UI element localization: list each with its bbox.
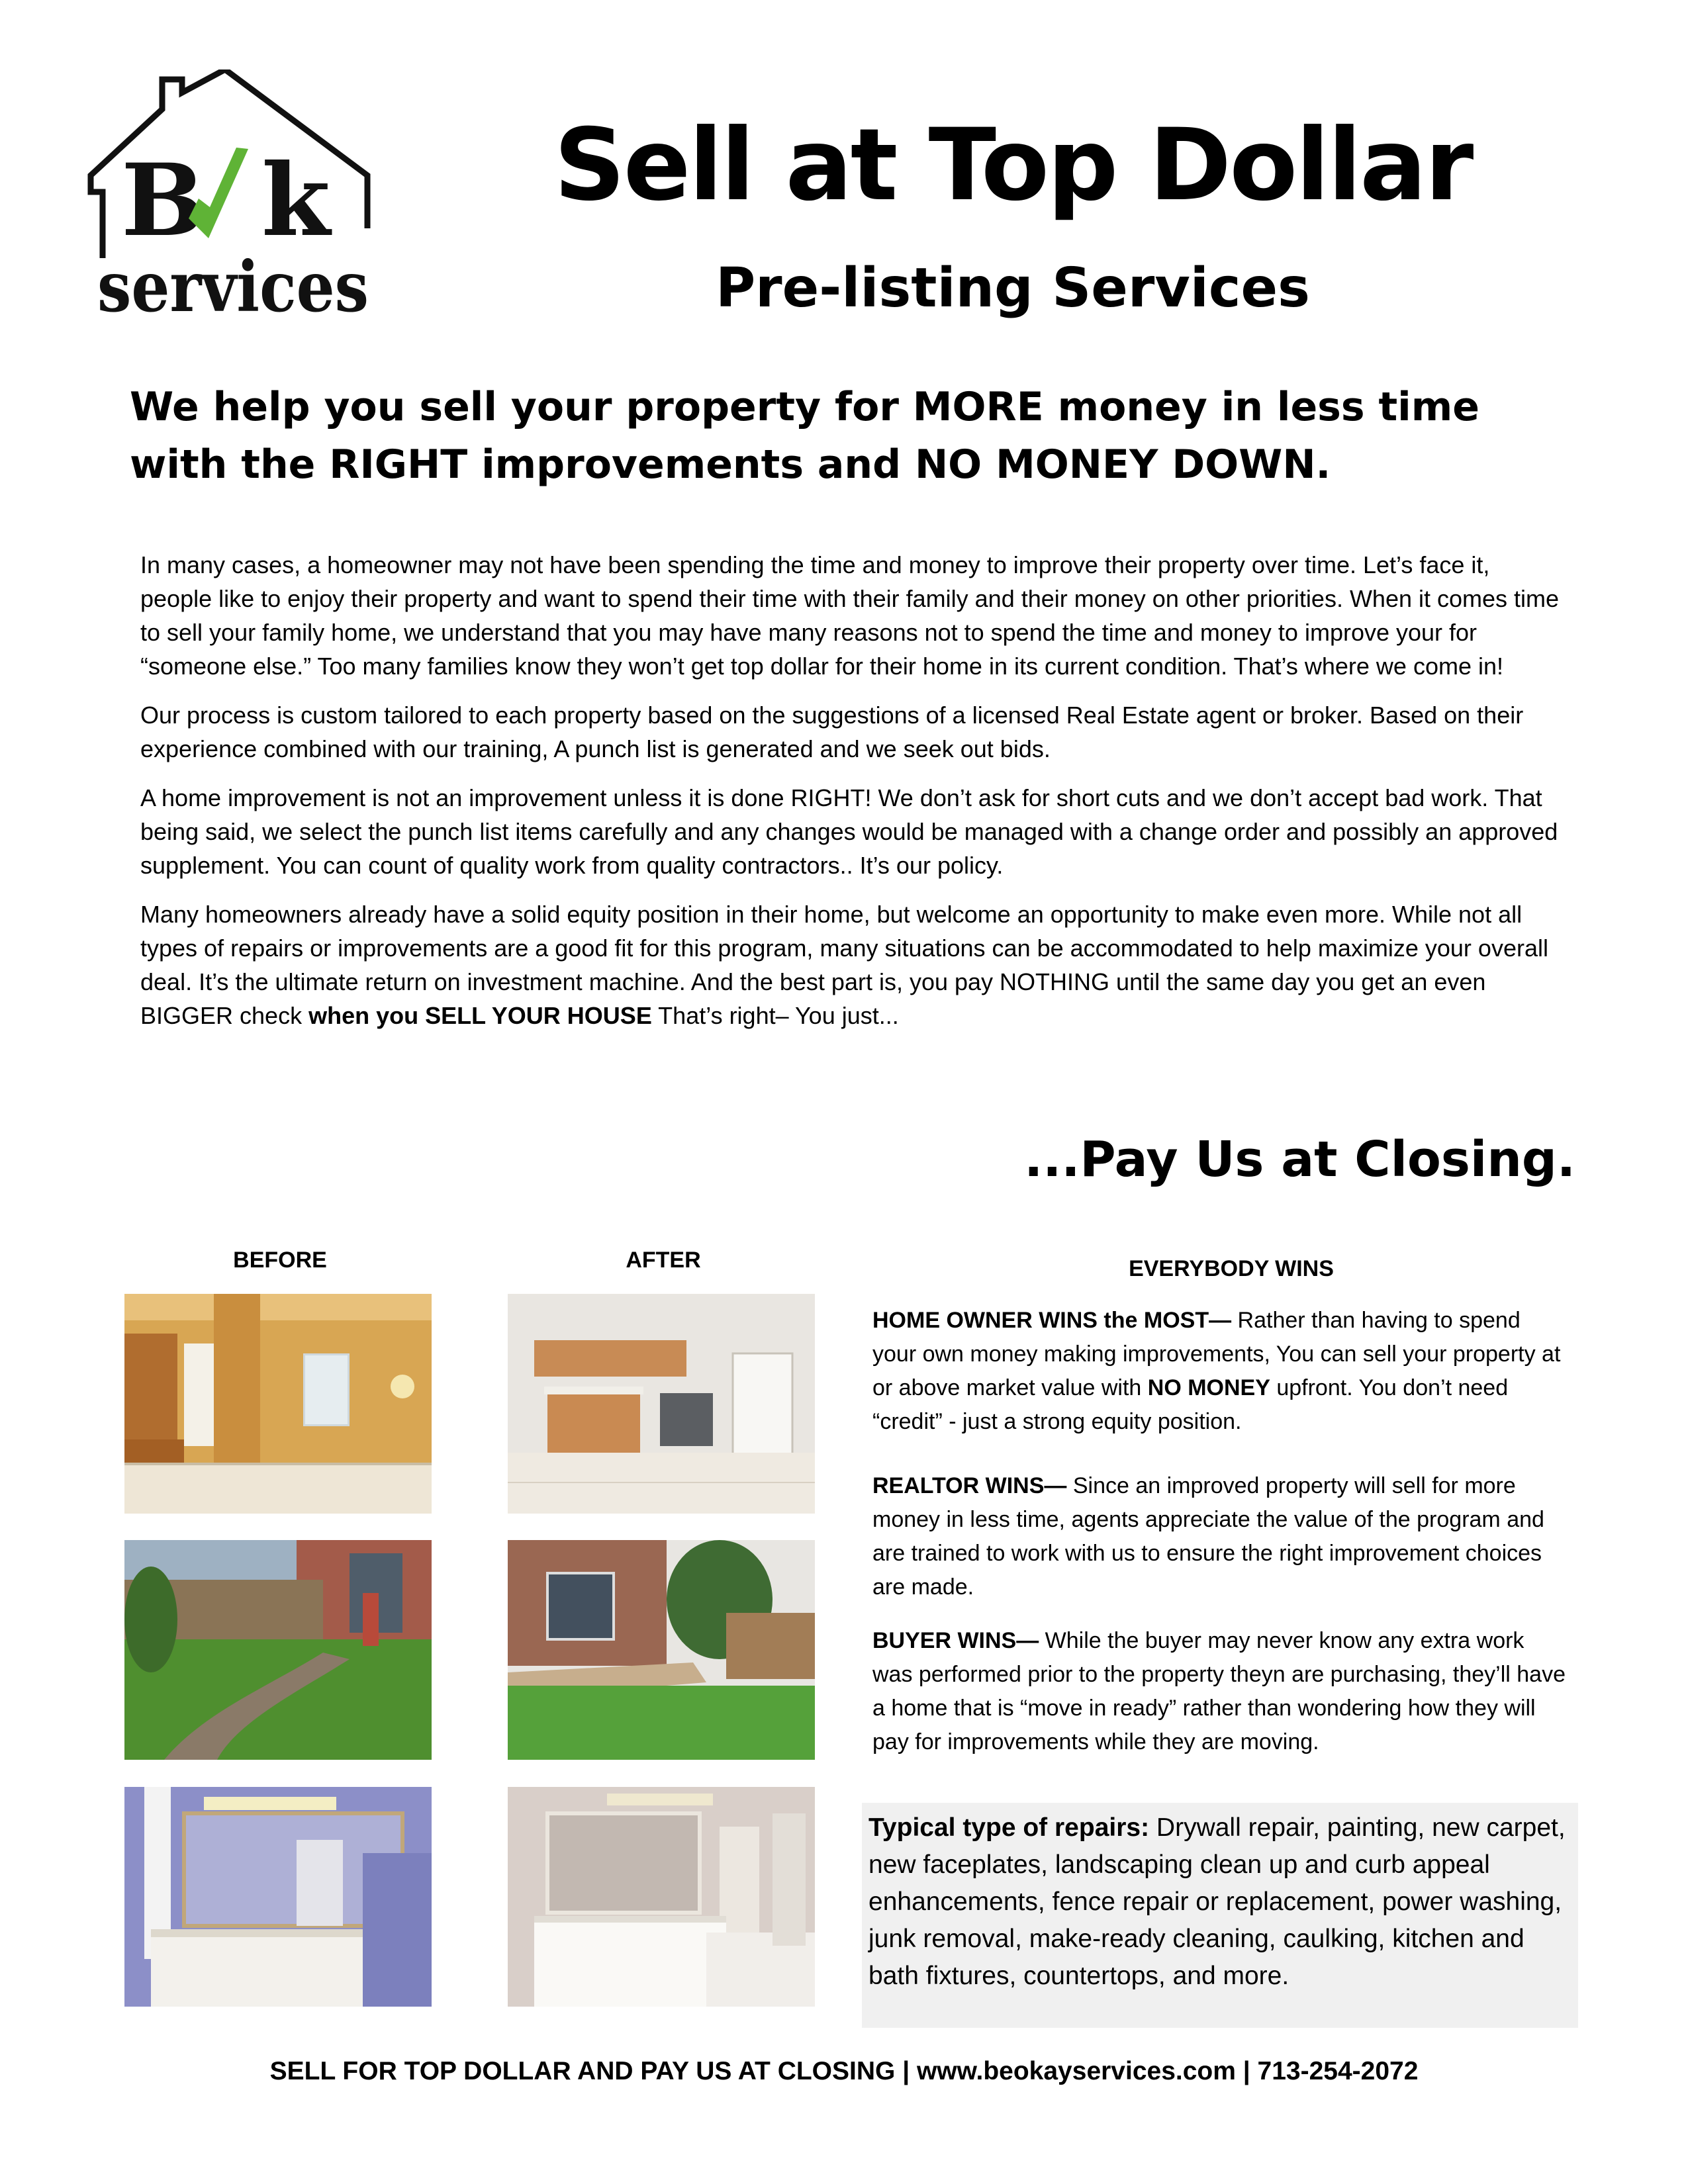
realtor-wins-paragraph [872, 1469, 1568, 1604]
before-yard-photo [124, 1540, 432, 1760]
svg-text:B: B [121, 142, 205, 259]
after-kitchen-photo [508, 1294, 815, 1514]
headline [130, 379, 1586, 494]
repairs-text: Drywall repair, painting, new carpet, new faceplates, landscaping clean up and curb appeal enhancements, fence repair or replacement, power washing, junk removal, make-ready cleaning, caulking, kitchen and bath fixtures, countertops, and more. [868, 1813, 1566, 1990]
wins-section [872, 1304, 1568, 1790]
closing-callout: ...Pay Us at Closing. [1024, 1131, 1575, 1188]
owner-wins-head: HOME OWNER WINS the MOST— [872, 1308, 1232, 1333]
buyer-wins-head: BUYER WINS— [872, 1628, 1039, 1653]
intro-text: Many homeowners already have a solid equity position in their home, but welcome an opportunity to make even more. While not all types of repairs or improvements are a good fit for this program, many situations can be accommodated to help maximize your overall deal. It’s the ultimate return on investment machine. And the best part is, you pay NOTHING until the same day you get an even BIGGER check [140, 901, 1548, 1029]
intro-paragraph [140, 897, 1564, 1032]
svg-text:k: k [261, 142, 330, 259]
intro-paragraph: In many cases, a homeowner may not have been spending the time and money to improve their property over time. Let’s face it, people like to enjoy their property and want to spend their time with their family and their money on other priorities. When it comes time to sell your family home, we understand that you may have many reasons not to spend the time and money to improve your for “someone else.” Too many families know they won’t get top dollar for their home in its current condition. That’s where we come in! [140, 551, 1560, 680]
owner-wins-bold: NO MONEY [1147, 1375, 1270, 1400]
owner-wins-text: Rather than having to spend your own money making improvements, You can sell your property at or above market value with [872, 1308, 1561, 1400]
buyer-wins-paragraph [872, 1624, 1568, 1759]
repairs-head: Typical type of repairs: [868, 1813, 1150, 1842]
owner-wins-paragraph [872, 1304, 1568, 1439]
buyer-wins-text: While the buyer may never know any extra work was performed prior to the property theyn are purchasing, they’ll have a home that is “move in ready” rather than wondering how they will pay for improvements while they are moving. [872, 1628, 1566, 1754]
intro-bold-text: when you SELL YOUR HOUSE [308, 1002, 652, 1029]
before-label: BEFORE [233, 1248, 327, 1273]
footer-contact: SELL FOR TOP DOLLAR AND PAY US AT CLOSING | www.beokayservices.com | 713-254-2072 [269, 2057, 1419, 2085]
owner-wins-text: upfront. You don’t need “credit” - just a strong equity position. [872, 1375, 1509, 1434]
intro-paragraph: A home improvement is not an improvement unless it is done RIGHT! We don’t ask for short cuts and we don’t accept bad work. That being said, we select the punch list items carefully and any changes would be managed with a change order and possibly an approved supplement. You can count of quality work from quality contractors.. It’s our policy. [140, 784, 1558, 879]
repairs-box [862, 1803, 1578, 2028]
intro-section [140, 548, 1564, 1048]
svg-text:services: services [97, 246, 369, 324]
intro-text: That’s right– You just... [651, 1002, 899, 1029]
after-label: AFTER [626, 1248, 701, 1273]
intro-paragraph: Our process is custom tailored to each property based on the suggestions of a licensed Real Estate agent or broker. Based on their experience combined with our training, A punch list is generated and we seek out bids. [140, 702, 1524, 762]
realtor-wins-head: REALTOR WINS— [872, 1473, 1067, 1498]
wins-heading: EVERYBODY WINS [1129, 1256, 1334, 1281]
headline-line-1: We help you sell your property for MORE money in less time [130, 384, 1479, 430]
page-subtitle: Pre-listing Services [716, 257, 1310, 320]
realtor-wins-text: Since an improved property will sell for more money in less time, agents appreciate the value of the program and are trained to work with us to ensure the right improvement choices are made. [872, 1473, 1544, 1600]
company-logo [83, 69, 381, 324]
house-check-logo-icon [83, 69, 381, 324]
after-yard-photo [508, 1540, 815, 1760]
before-bathroom-photo [124, 1787, 432, 2007]
headline-line-2: with the RIGHT improvements and NO MONEY DOWN. [130, 441, 1331, 488]
page-title: Sell at Top Dollar [553, 108, 1472, 223]
after-bathroom-photo [508, 1787, 815, 2007]
before-kitchen-photo [124, 1294, 432, 1514]
